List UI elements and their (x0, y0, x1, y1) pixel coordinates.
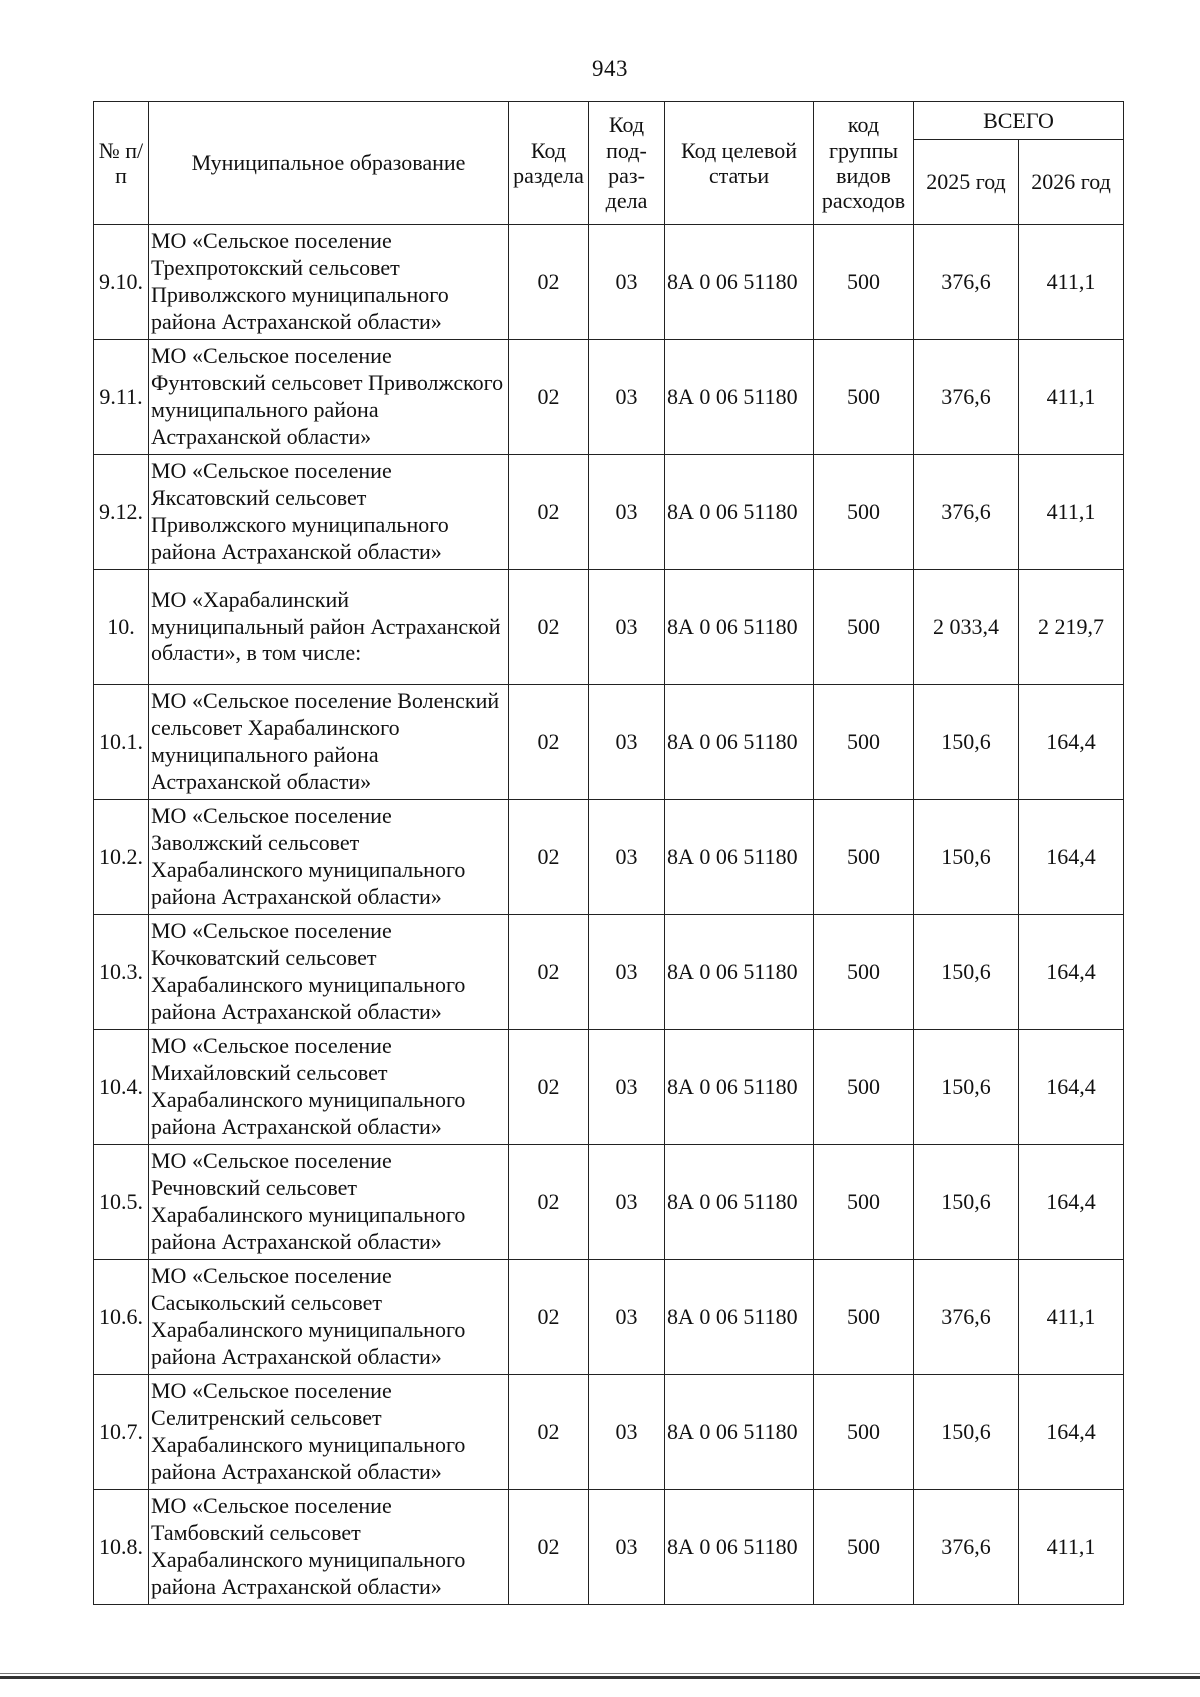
amount-2025: 150,6 (914, 800, 1019, 915)
amount-2025: 376,6 (914, 1490, 1019, 1605)
amount-2026: 164,4 (1019, 1145, 1124, 1260)
municipality-name: МО «Сельское поселение Селитренский сельсовет Харабалинского муниципального района Астраханской области» (149, 1375, 509, 1490)
municipality-name: МО «Сельское поселение Заволжский сельсовет Харабалинского муниципального района Астраханской области» (149, 800, 509, 915)
row-number: 10.3. (94, 915, 149, 1030)
municipality-name: МО «Сельское поселение Тамбовский сельсовет Харабалинского муниципального района Астраханской области» (149, 1490, 509, 1605)
subsection-code: 03 (589, 1030, 665, 1145)
section-code: 02 (509, 915, 589, 1030)
section-code: 02 (509, 1030, 589, 1145)
amount-2025: 376,6 (914, 1260, 1019, 1375)
target-item-code: 8А 0 06 51180 (665, 685, 814, 800)
table-row (94, 685, 1124, 800)
subsection-code: 03 (589, 915, 665, 1030)
target-item-code: 8А 0 06 51180 (665, 455, 814, 570)
row-number: 10.4. (94, 1030, 149, 1145)
amount-2025: 150,6 (914, 915, 1019, 1030)
expense-group-code: 500 (814, 1030, 914, 1145)
subsection-code: 03 (589, 340, 665, 455)
section-code: 02 (509, 800, 589, 915)
header-year-2025: 2025 год (914, 140, 1019, 225)
amount-2026: 164,4 (1019, 800, 1124, 915)
table-row (94, 1145, 1124, 1260)
subsection-code: 03 (589, 1145, 665, 1260)
amount-2026: 164,4 (1019, 1030, 1124, 1145)
budget-allocation-table (93, 101, 1124, 1605)
subsection-code: 03 (589, 1490, 665, 1605)
header-subsection-code: Код под-раз-дела (589, 102, 665, 225)
expense-group-code: 500 (814, 455, 914, 570)
table-row (94, 225, 1124, 340)
target-item-code: 8А 0 06 51180 (665, 1375, 814, 1490)
section-code: 02 (509, 685, 589, 800)
header-expense-group-code: код группы видов расходов (814, 102, 914, 225)
table-row (94, 1030, 1124, 1145)
amount-2025: 150,6 (914, 1375, 1019, 1490)
section-code: 02 (509, 1145, 589, 1260)
expense-group-code: 500 (814, 1145, 914, 1260)
municipality-name: МО «Харабалинский муниципальный район Астраханской области», в том числе: (149, 570, 509, 685)
header-target-item-code: Код целевой статьи (665, 102, 814, 225)
table-header (94, 102, 1124, 225)
amount-2025: 150,6 (914, 685, 1019, 800)
expense-group-code: 500 (814, 685, 914, 800)
target-item-code: 8А 0 06 51180 (665, 340, 814, 455)
municipality-name: МО «Сельское поселение Трехпротокский сельсовет Приволжского муниципального района Астраханской области» (149, 225, 509, 340)
expense-group-code: 500 (814, 1260, 914, 1375)
target-item-code: 8А 0 06 51180 (665, 915, 814, 1030)
expense-group-code: 500 (814, 1375, 914, 1490)
table-row (94, 1375, 1124, 1490)
row-number: 9.11. (94, 340, 149, 455)
amount-2025: 376,6 (914, 225, 1019, 340)
row-number: 10.8. (94, 1490, 149, 1605)
table-row (94, 1260, 1124, 1375)
amount-2026: 411,1 (1019, 1490, 1124, 1605)
amount-2026: 164,4 (1019, 1375, 1124, 1490)
target-item-code: 8А 0 06 51180 (665, 570, 814, 685)
amount-2026: 2 219,7 (1019, 570, 1124, 685)
row-number: 10. (94, 570, 149, 685)
target-item-code: 8А 0 06 51180 (665, 225, 814, 340)
subsection-code: 03 (589, 225, 665, 340)
amount-2026: 411,1 (1019, 1260, 1124, 1375)
header-total: ВСЕГО (914, 102, 1124, 140)
municipality-name: МО «Сельское поселение Сасыкольский сельсовет Харабалинского муниципального района Астраханской области» (149, 1260, 509, 1375)
table-row (94, 800, 1124, 915)
row-number: 10.2. (94, 800, 149, 915)
target-item-code: 8А 0 06 51180 (665, 800, 814, 915)
section-code: 02 (509, 570, 589, 685)
subsection-code: 03 (589, 455, 665, 570)
target-item-code: 8А 0 06 51180 (665, 1260, 814, 1375)
target-item-code: 8А 0 06 51180 (665, 1145, 814, 1260)
municipality-name: МО «Сельское поселение Речновский сельсовет Харабалинского муниципального района Астраханской области» (149, 1145, 509, 1260)
expense-group-code: 500 (814, 570, 914, 685)
footer-rule-thin (0, 1673, 1200, 1674)
amount-2025: 2 033,4 (914, 570, 1019, 685)
expense-group-code: 500 (814, 800, 914, 915)
amount-2025: 150,6 (914, 1030, 1019, 1145)
page-number: 943 (592, 56, 628, 81)
municipality-name: МО «Сельское поселение Михайловский сельсовет Харабалинского муниципального района Астраханской области» (149, 1030, 509, 1145)
municipality-name: МО «Сельское поселение Кочковатский сельсовет Харабалинского муниципального района Астраханской области» (149, 915, 509, 1030)
header-year-2026: 2026 год (1019, 140, 1124, 225)
section-code: 02 (509, 1375, 589, 1490)
section-code: 02 (509, 340, 589, 455)
amount-2026: 411,1 (1019, 225, 1124, 340)
section-code: 02 (509, 225, 589, 340)
table-body (94, 225, 1124, 1605)
header-num: № п/п (94, 102, 149, 225)
subsection-code: 03 (589, 685, 665, 800)
amount-2026: 164,4 (1019, 915, 1124, 1030)
row-number: 10.7. (94, 1375, 149, 1490)
target-item-code: 8А 0 06 51180 (665, 1030, 814, 1145)
row-number: 10.5. (94, 1145, 149, 1260)
table-row (94, 1490, 1124, 1605)
row-number: 9.10. (94, 225, 149, 340)
section-code: 02 (509, 455, 589, 570)
expense-group-code: 500 (814, 340, 914, 455)
expense-group-code: 500 (814, 915, 914, 1030)
target-item-code: 8А 0 06 51180 (665, 1490, 814, 1605)
subsection-code: 03 (589, 570, 665, 685)
expense-group-code: 500 (814, 1490, 914, 1605)
subsection-code: 03 (589, 1375, 665, 1490)
row-number: 10.1. (94, 685, 149, 800)
amount-2025: 376,6 (914, 455, 1019, 570)
subsection-code: 03 (589, 800, 665, 915)
subsection-code: 03 (589, 1260, 665, 1375)
table-row (94, 915, 1124, 1030)
row-number: 10.6. (94, 1260, 149, 1375)
header-municipality: Муниципальное образование (149, 102, 509, 225)
amount-2025: 150,6 (914, 1145, 1019, 1260)
table-row (94, 570, 1124, 685)
section-code: 02 (509, 1260, 589, 1375)
amount-2025: 376,6 (914, 340, 1019, 455)
header-section-code: Код раздела (509, 102, 589, 225)
table-row (94, 455, 1124, 570)
amount-2026: 164,4 (1019, 685, 1124, 800)
amount-2026: 411,1 (1019, 340, 1124, 455)
amount-2026: 411,1 (1019, 455, 1124, 570)
row-number: 9.12. (94, 455, 149, 570)
municipality-name: МО «Сельское поселение Яксатовский сельсовет Приволжского муниципального района Астраханской области» (149, 455, 509, 570)
municipality-name: МО «Сельское поселение Фунтовский сельсовет Приволжского муниципального района Астраханской области» (149, 340, 509, 455)
table-row (94, 340, 1124, 455)
expense-group-code: 500 (814, 225, 914, 340)
section-code: 02 (509, 1490, 589, 1605)
footer-rule (0, 1676, 1200, 1679)
municipality-name: МО «Сельское поселение Воленский сельсовет Харабалинского муниципального района Астраханской области» (149, 685, 509, 800)
